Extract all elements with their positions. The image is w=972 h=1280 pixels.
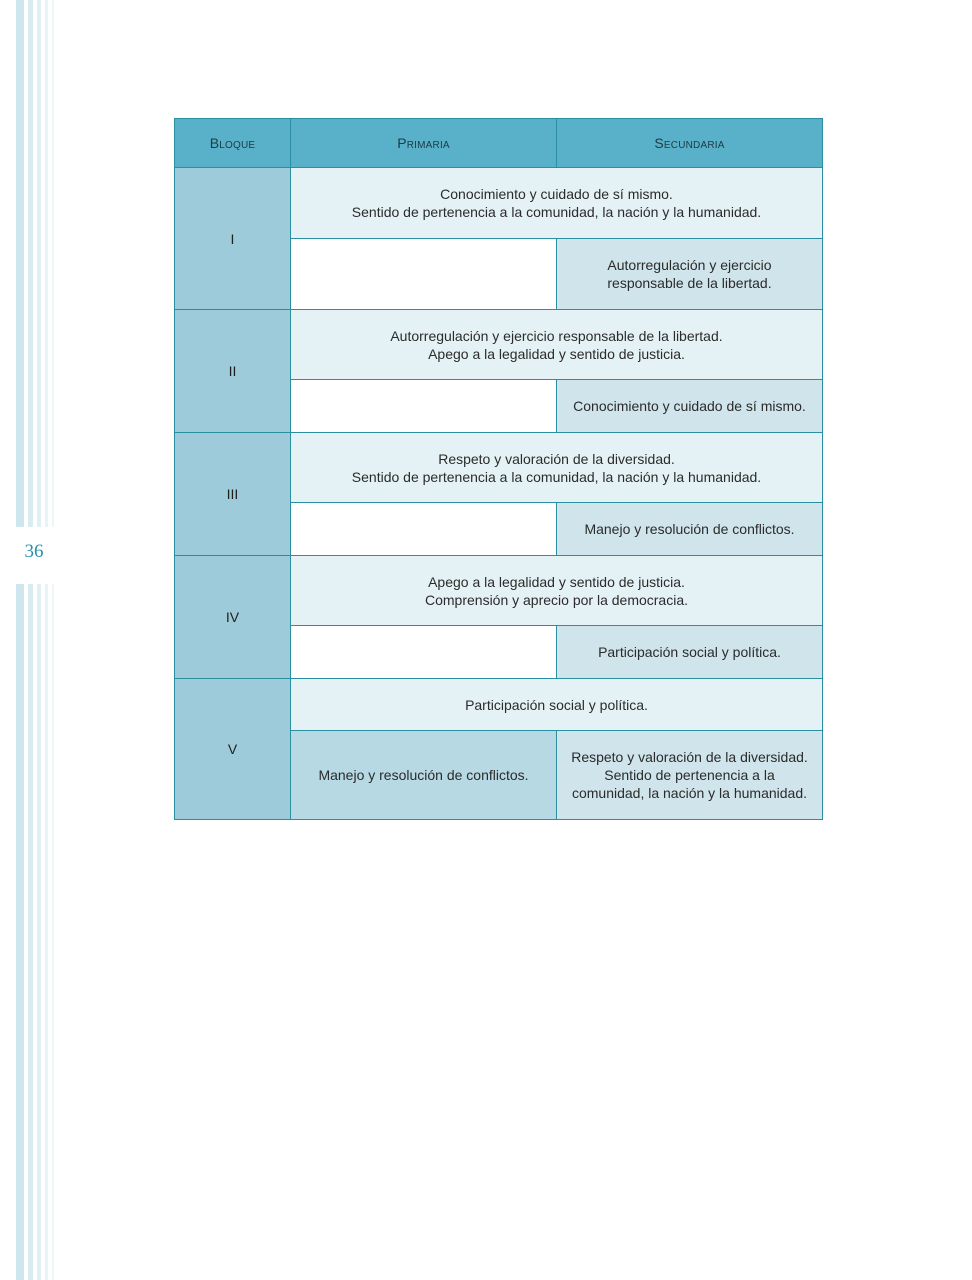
text-line: Respeto y valoración de la diversidad.: [438, 450, 675, 467]
text-line: Participación social y política.: [465, 696, 648, 713]
page-number: 36: [24, 541, 44, 562]
shared-content-cell: [291, 679, 823, 731]
table-row: [175, 556, 823, 626]
secundaria-cell: [557, 503, 823, 556]
bloque-label: III: [175, 433, 291, 556]
secundaria-cell: [557, 380, 823, 433]
secundaria-cell: [557, 626, 823, 679]
text-line: Apego a la legalidad y sentido de justicia.: [428, 573, 685, 590]
shared-content-cell: [291, 433, 823, 503]
shared-content-cell: [291, 556, 823, 626]
text-line: Conocimiento y cuidado de sí mismo.: [440, 186, 673, 202]
primaria-cell: [291, 380, 557, 433]
shared-content-cell: [291, 168, 823, 239]
header-bloque: Bloque: [175, 119, 291, 168]
bloque-label: IV: [175, 556, 291, 679]
shared-content-cell: [291, 310, 823, 380]
text-line: Autorregulación y ejercicio: [607, 257, 772, 273]
header-primaria: Primaria: [291, 119, 557, 168]
primaria-cell: [291, 503, 557, 556]
secundaria-cell: [557, 239, 823, 310]
text-line: Apego a la legalidad y sentido de justicia.: [428, 345, 685, 362]
text-line: Participación social y política.: [598, 644, 781, 660]
table-row: [175, 679, 823, 731]
table-row: [175, 310, 823, 380]
bloque-label: V: [175, 679, 291, 820]
text-line: Manejo y resolución de conflictos.: [584, 521, 795, 537]
text-line: Conocimiento y cuidado de sí mismo.: [573, 398, 806, 414]
text-line: Autorregulación y ejercicio responsable de la libertad.: [390, 327, 723, 344]
primaria-cell: Manejo y resolución de conflictos.: [291, 731, 557, 820]
table-row: [175, 168, 823, 239]
primaria-cell: [291, 239, 557, 310]
header-secundaria: Secundaria: [557, 119, 823, 168]
primaria-cell: [291, 626, 557, 679]
competencias-table: [174, 118, 823, 820]
text-line: comunidad, la nación y la humanidad.: [571, 785, 808, 801]
text-line: responsable de la libertad.: [607, 275, 772, 291]
text-line: Sentido de pertenencia a la: [604, 767, 775, 783]
page-margin-stripes: [0, 0, 60, 1280]
table-row: [175, 433, 823, 503]
text-line: Comprensión y aprecio por la democracia.: [424, 591, 688, 608]
secundaria-cell: [557, 731, 823, 820]
bloque-label: II: [175, 310, 291, 433]
bloque-label: I: [175, 168, 291, 310]
text-line: Sentido de pertenencia a la comunidad, la nación y la humanidad.: [351, 468, 762, 485]
text-line: Sentido de pertenencia a la comunidad, la nación y la humanidad.: [351, 204, 762, 220]
table-header-row: [175, 119, 823, 168]
text-line: Respeto y valoración de la diversidad.: [571, 749, 808, 765]
